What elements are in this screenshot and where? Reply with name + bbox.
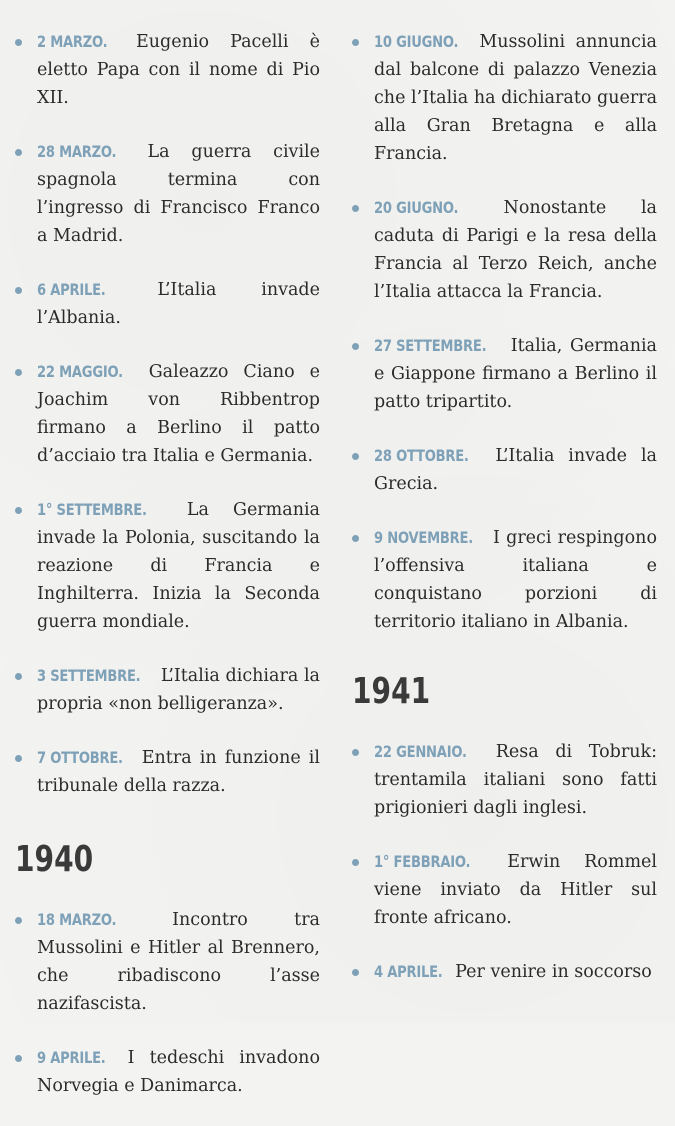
bullet-icon xyxy=(15,755,22,762)
entry-text: Erwin Rommel viene inviato da Hitler sul fronte africano. xyxy=(374,852,657,928)
bullet-icon xyxy=(15,287,22,294)
entry-text: Nonostante la caduta di Parigi e la resa della Francia al Terzo Reich, anche l’Italia attacca la Francia. xyxy=(374,198,657,302)
bullet-icon xyxy=(352,39,359,46)
timeline-entry xyxy=(15,1044,320,1100)
entry-date: 9 APRILE. xyxy=(37,1048,106,1067)
bullet-icon xyxy=(15,149,22,156)
timeline-entry xyxy=(352,28,657,168)
bullet-icon xyxy=(352,749,359,756)
timeline-entry xyxy=(352,848,657,932)
timeline-entry xyxy=(352,524,657,636)
timeline-entry xyxy=(352,332,657,416)
timeline-entry xyxy=(352,194,657,306)
timeline-entry xyxy=(15,662,320,718)
entry-date: 28 MARZO. xyxy=(37,142,117,161)
bullet-icon xyxy=(15,1055,22,1062)
entry-text: Galeazzo Ciano e Joachim von Ribbentrop firmano a Berlino il patto d’acciaio tra Italia e Germania. xyxy=(37,362,320,466)
timeline-entry xyxy=(15,276,320,332)
timeline-entry xyxy=(15,744,320,800)
entry-text: L’Italia invade l’Albania. xyxy=(37,280,320,328)
entry-date: 10 GIUGNO. xyxy=(374,32,459,51)
bullet-icon xyxy=(352,859,359,866)
entry-date: 1° FEBBRAIO. xyxy=(374,852,471,871)
entry-date: 22 GENNAIO. xyxy=(374,742,467,761)
right-column xyxy=(352,28,657,1012)
timeline-entry xyxy=(352,958,657,986)
bullet-icon xyxy=(15,39,22,46)
entry-date: 6 APRILE. xyxy=(37,280,106,299)
entry-date: 4 APRILE. xyxy=(374,962,443,981)
entry-text: Entra in funzione il tribunale della razza. xyxy=(37,748,320,796)
entry-text: Italia, Germania e Giappone firmano a Berlino il patto tripartito. xyxy=(374,336,657,412)
entry-text: I greci respingono l’offensiva italiana e conquistano porzioni di territorio italiano in Albania. xyxy=(374,528,657,632)
entry-text: Eugenio Pacelli è eletto Papa con il nome di Pio XII. xyxy=(37,32,320,108)
left-column xyxy=(15,28,320,1126)
year-heading-1940: 1940 xyxy=(15,839,94,880)
entry-text: Incontro tra Mussolini e Hitler al Brennero, che ribadiscono l’asse nazifascista. xyxy=(37,910,320,1014)
timeline-entry xyxy=(15,906,320,1018)
entry-date: 2 MARZO. xyxy=(37,32,108,51)
timeline-entry xyxy=(15,138,320,250)
entry-text: Mussolini annuncia dal balcone di palazzo Venezia che l’Italia ha dichiarato guerra alla Gran Bretagna e alla Francia. xyxy=(374,32,657,164)
entry-date: 9 NOVEMBRE. xyxy=(374,528,474,547)
entry-text: Resa di Tobruk: trentamila italiani sono fatti prigionieri dagli inglesi. xyxy=(374,742,657,818)
bullet-icon xyxy=(15,673,22,680)
entry-text: I tedeschi invadono Norvegia e Danimarca. xyxy=(37,1048,320,1096)
bullet-icon xyxy=(352,205,359,212)
bullet-icon xyxy=(352,969,359,976)
entry-date: 1° SETTEMBRE. xyxy=(37,500,147,519)
entry-date: 20 GIUGNO. xyxy=(374,198,459,217)
bullet-icon xyxy=(352,453,359,460)
entry-text: L’Italia dichiara la propria «non belligeranza». xyxy=(37,666,320,714)
bullet-icon xyxy=(352,535,359,542)
entry-date: 7 OTTOBRE. xyxy=(37,748,123,767)
bullet-icon xyxy=(15,369,22,376)
timeline-entry xyxy=(352,738,657,822)
entry-text: La guerra civile spagnola termina con l’ingresso di Francisco Franco a Madrid. xyxy=(37,142,320,246)
entry-text: L’Italia invade la Grecia. xyxy=(374,446,657,494)
timeline-entry xyxy=(15,358,320,470)
entry-date: 27 SETTEMBRE. xyxy=(374,336,487,355)
year-heading-1941: 1941 xyxy=(352,671,431,712)
timeline-entry xyxy=(15,28,320,112)
entry-date: 18 MARZO. xyxy=(37,910,117,929)
entry-date: 28 OTTOBRE. xyxy=(374,446,469,465)
bullet-icon xyxy=(15,917,22,924)
timeline-entry xyxy=(15,496,320,636)
entry-date: 22 MAGGIO. xyxy=(37,362,123,381)
bullet-icon xyxy=(352,343,359,350)
entry-text: La Germania invade la Polonia, suscitando la reazione di Francia e Inghilterra. Inizia la Seconda guerra mondiale. xyxy=(37,500,320,632)
bullet-icon xyxy=(15,507,22,514)
entry-text: Per venire in soccorso xyxy=(455,962,652,982)
timeline-entry xyxy=(352,442,657,498)
entry-date: 3 SETTEMBRE. xyxy=(37,666,141,685)
